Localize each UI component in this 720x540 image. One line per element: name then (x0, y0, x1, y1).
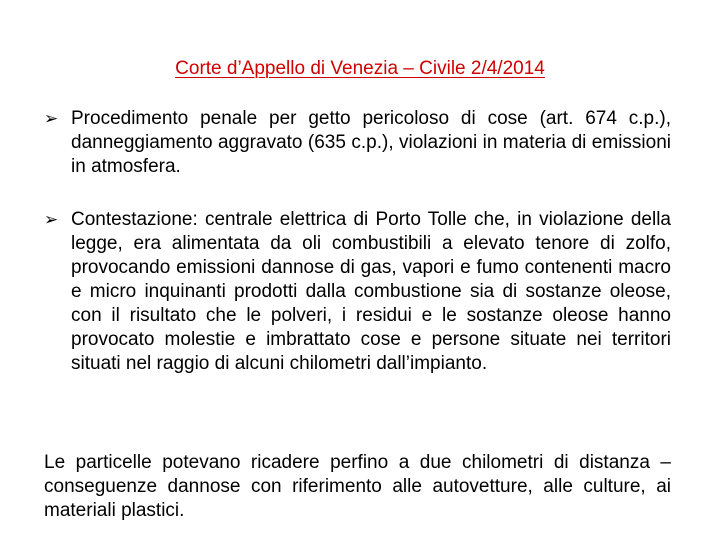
arrow-bullet-icon: ➢ (44, 210, 59, 230)
bullet-item-proceedings (44, 107, 671, 179)
slide-title: Corte d’Appello di Venezia – Civile 2/4/2014 (175, 58, 545, 79)
closing-paragraph: Le particelle potevano ricadere perfino a due chilometri di distanza – conseguenze dannose con riferimento alle autovetture, alle culture, ai materiali plastici. (44, 452, 671, 521)
bullet-item-charge (44, 208, 671, 376)
arrow-bullet-icon: ➢ (44, 109, 59, 129)
bullet-text-charge: Contestazione: centrale elettrica di Porto Tolle che, in violazione della legge, era alimentata da oli combustibili a elevato tenore di zolfo, provocando emissioni dannose di gas, vapori e fumo contenenti macro e micro inquinanti prodotti dalla combustione sia di sostanze oleose, con il risultato che le polveri, i residui e le sostanze oleose hanno provocato molestie e imbrattato cose e persone situate nei territori situati nel raggio di alcuni chilometri dall’impianto. (71, 209, 671, 374)
bullet-text-proceedings: Procedimento penale per getto pericoloso di cose (art. 674 c.p.), danneggiamento aggravato (635 c.p.), violazioni in materia di emissioni in atmosfera. (71, 108, 671, 177)
